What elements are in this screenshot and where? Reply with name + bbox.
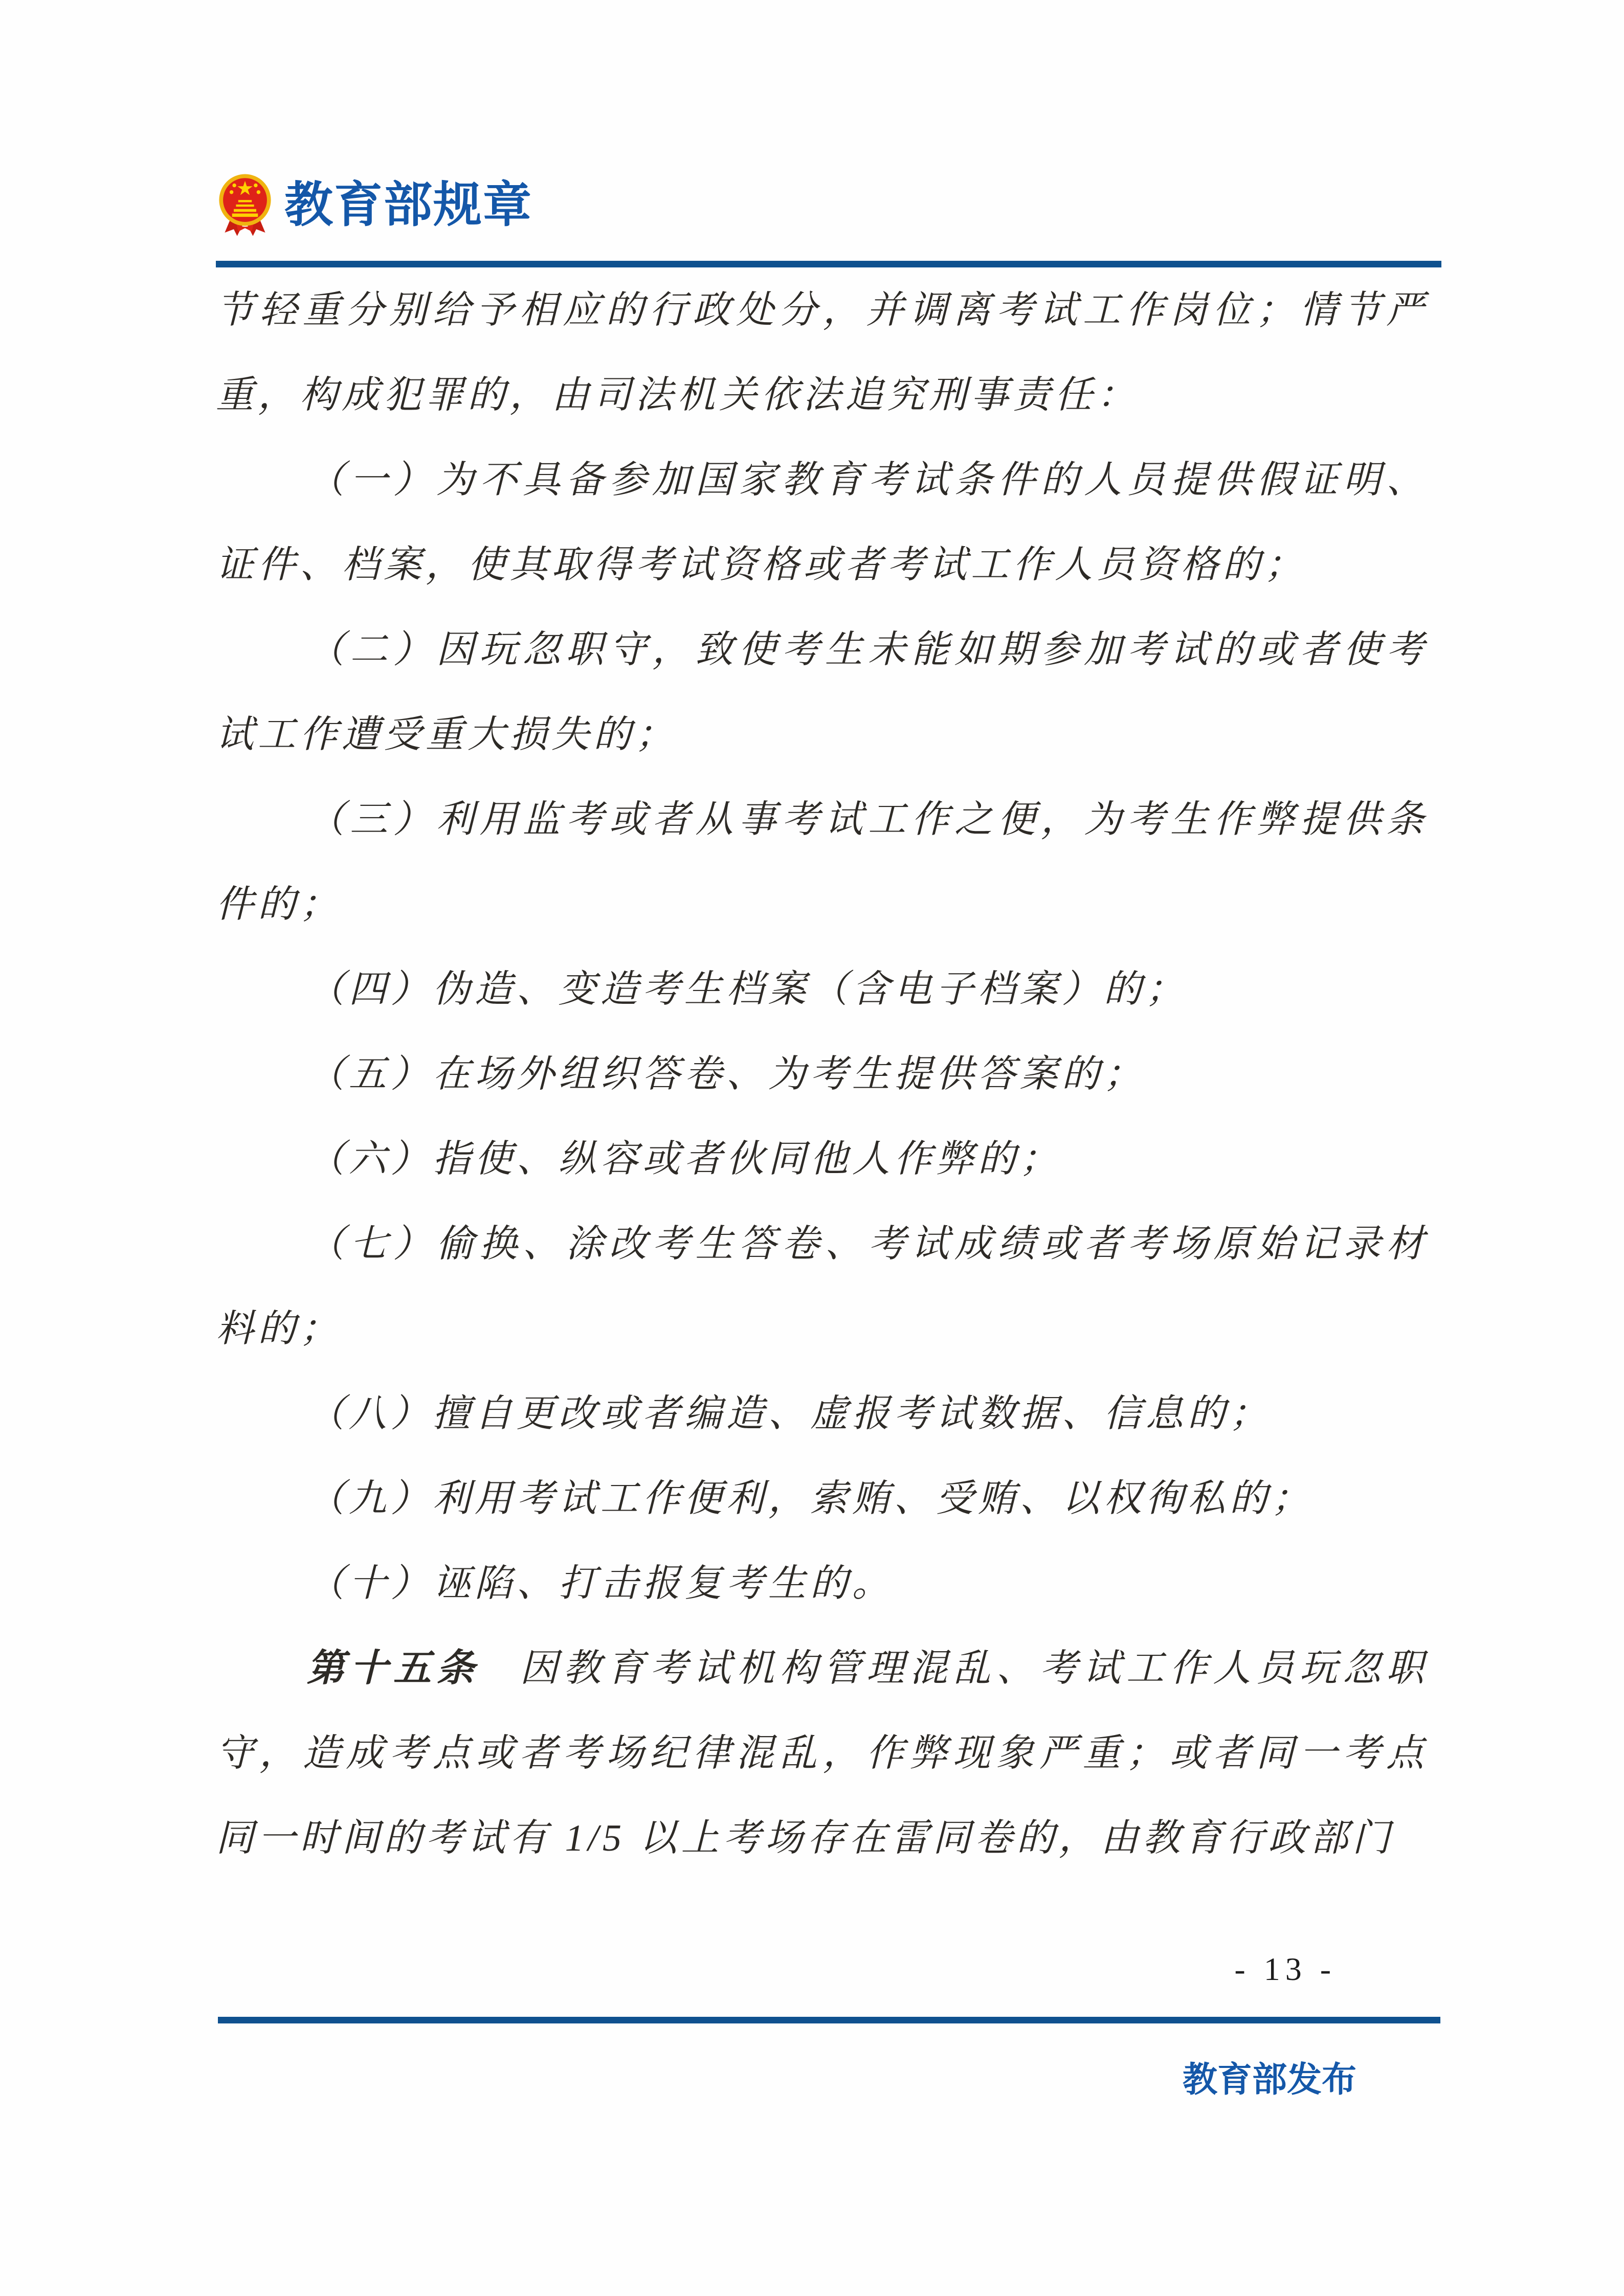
list-item-2: （二）因玩忽职守，致使考生未能如期参加考试的或者使考试工作遭受重大损失的；: [216, 629, 1428, 756]
document-body: [216, 268, 1428, 1881]
list-item-3: （三）利用监考或者从事考试工作之便，为考生作弊提供条件的；: [216, 799, 1428, 926]
national-emblem-icon: [217, 173, 273, 237]
list-item-5: （五）在场外组织答卷、为考生提供答案的；: [306, 1053, 1146, 1095]
list-item-6: （六）指使、纵容或者伙同他人作弊的；: [306, 1138, 1062, 1180]
publisher-label: 教育部发布: [1182, 2060, 1356, 2099]
list-item-7: （七）偷换、涂改考生答卷、考试成绩或者考场原始记录材料的；: [216, 1223, 1428, 1350]
list-item-10: （十）诬陷、打击报复考生的。: [306, 1563, 894, 1605]
page-header: [217, 172, 532, 238]
page-number: - 13 -: [1234, 1951, 1336, 1987]
list-item-4: （四）伪造、变造考生档案（含电子档案）的；: [306, 969, 1188, 1010]
list-item-1: （一）为不具备参加国家教育考试条件的人员提供假证明、证件、档案，使其取得考试资格或者考试工作人员资格的；: [216, 459, 1428, 586]
page-title: 教育部规章: [284, 177, 533, 232]
article-number: 第十五条: [306, 1648, 480, 1690]
header-divider: [216, 261, 1441, 267]
article-15-paragraph: [216, 1626, 1428, 1881]
footer-divider: [218, 2017, 1440, 2023]
body-paragraph: 节轻重分别给予相应的行政处分，并调离考试工作岗位；情节严重，构成犯罪的，由司法机关依法追究刑事责任：: [216, 289, 1428, 416]
article-text: 因教育考试机构管理混乱、考试工作人员玩忽职守，造成考点或者考场纪律混乱，作弊现象严重；或者同一考点同一时间的考试有 1/5 以上考场存在雷同卷的，由教育行政部门: [216, 1648, 1428, 1859]
list-item-9: （九）利用考试工作便利，索贿、受贿、以权徇私的；: [306, 1478, 1314, 1520]
list-item-8: （八）擅自更改或者编造、虚报考试数据、信息的；: [306, 1393, 1272, 1435]
